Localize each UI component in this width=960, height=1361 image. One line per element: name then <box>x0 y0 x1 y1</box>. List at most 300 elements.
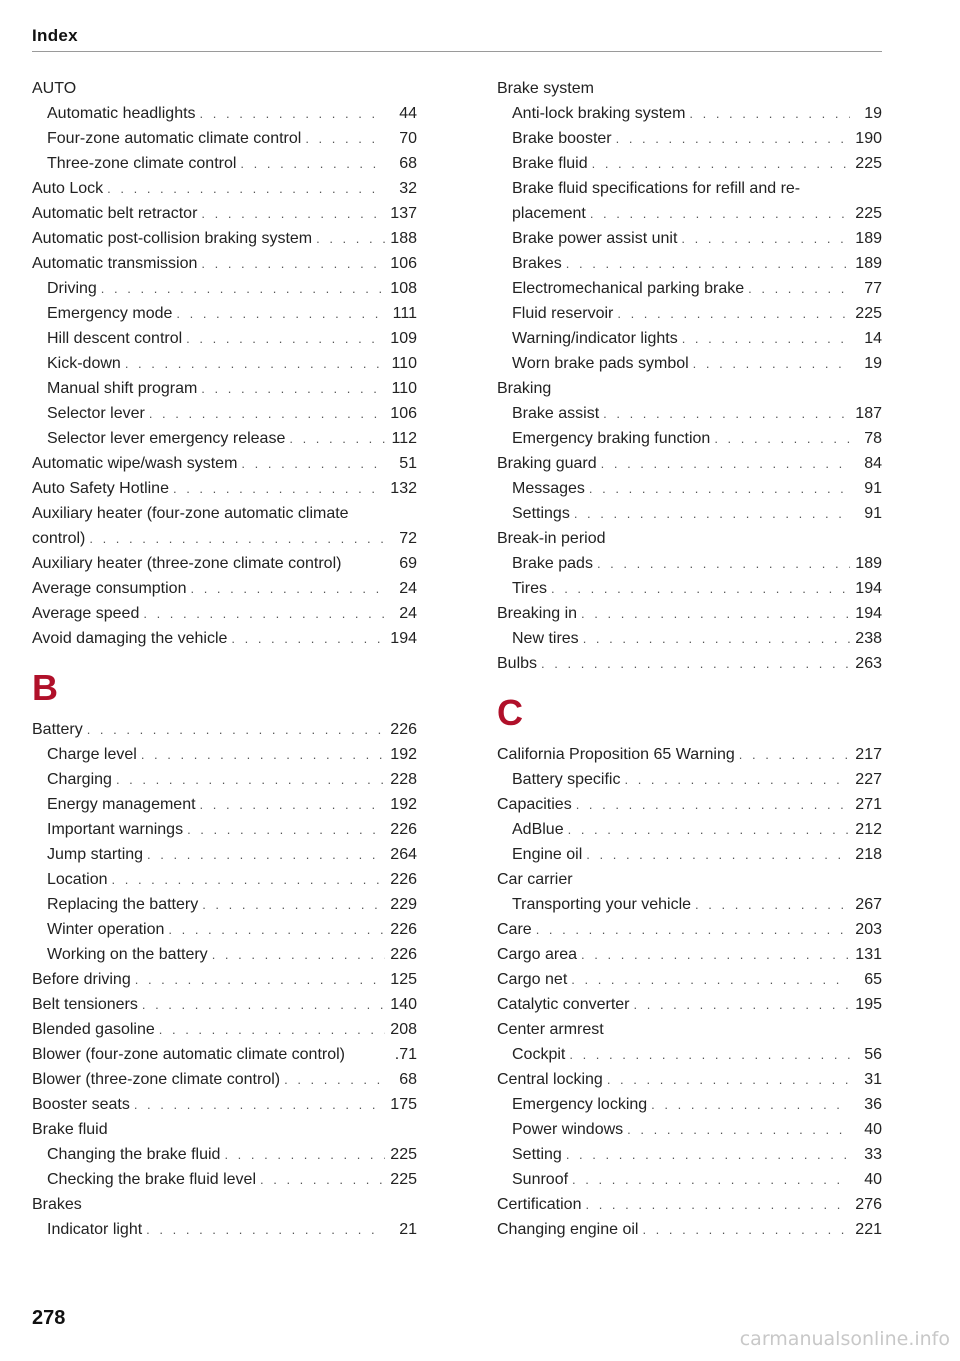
dot-leader <box>624 767 850 792</box>
entry-label: Certification <box>497 1196 582 1213</box>
index-entry <box>32 251 417 276</box>
index-header-title: Index <box>32 26 78 45</box>
index-subentry <box>497 892 882 917</box>
entry-label: Breaking in <box>497 605 578 622</box>
entry-label: Break-in period <box>497 530 606 547</box>
page-number: 278 <box>32 1307 66 1329</box>
index-subentry <box>497 576 882 601</box>
entry-label: Four-zone automatic climate control <box>47 130 302 147</box>
index-subentry <box>32 1217 417 1242</box>
page-reference: 91 <box>864 505 882 522</box>
dot-leader <box>651 1092 850 1117</box>
index-subentry <box>32 126 417 151</box>
dot-leader <box>125 351 385 376</box>
entry-label: Charge level <box>47 746 137 763</box>
page-reference: 267 <box>855 896 882 913</box>
dot-leader <box>149 401 385 426</box>
page-reference: 228 <box>390 771 417 788</box>
entry-label: Checking the brake fluid level <box>47 1171 257 1188</box>
entry-label: Battery specific <box>512 771 621 788</box>
index-subentry <box>32 426 417 451</box>
dot-leader <box>695 892 850 917</box>
index-subentry <box>497 251 882 276</box>
entry-label: Warning/indicator lights <box>512 330 678 347</box>
dot-leader <box>101 276 385 301</box>
entry-label: Jump starting <box>47 846 144 863</box>
page-reference: 226 <box>390 921 417 938</box>
page-reference: 208 <box>390 1021 417 1038</box>
page-reference: 227 <box>855 771 882 788</box>
entry-label: Cockpit <box>512 1046 566 1063</box>
entry-label: Before driving <box>32 971 131 988</box>
page-reference: 225 <box>390 1146 417 1163</box>
dot-leader <box>689 101 850 126</box>
header-divider <box>32 51 882 52</box>
page-reference: 175 <box>390 1096 417 1113</box>
index-subentry <box>32 792 417 817</box>
index-entry <box>32 76 417 101</box>
dot-leader <box>143 601 385 626</box>
index-entry <box>497 992 882 1017</box>
page-reference: 108 <box>390 280 417 297</box>
index-entry <box>32 201 417 226</box>
index-column-right <box>497 76 882 1242</box>
entry-label: Messages <box>512 480 585 497</box>
dot-leader <box>112 867 386 892</box>
dot-leader <box>134 1092 385 1117</box>
index-entry <box>32 1117 417 1142</box>
index-subentry <box>497 551 882 576</box>
page-reference: 225 <box>855 305 882 322</box>
entry-label: Central locking <box>497 1071 603 1088</box>
index-subentry <box>497 1167 882 1192</box>
dot-leader <box>590 201 850 226</box>
index-subentry <box>32 767 417 792</box>
index-entry <box>497 1217 882 1242</box>
index-subentry <box>32 817 417 842</box>
dot-leader <box>681 226 850 251</box>
index-subentry <box>32 1167 417 1192</box>
page-reference: 51 <box>399 455 417 472</box>
page-reference: 192 <box>390 796 417 813</box>
entry-label: Battery <box>32 721 83 738</box>
index-entry <box>32 176 417 201</box>
index-column-left <box>32 76 417 1242</box>
dot-leader <box>682 326 850 351</box>
page-reference: 225 <box>855 205 882 222</box>
entry-label: Brake fluid specifications for refill and re- <box>512 180 801 197</box>
entry-label: Driving <box>47 280 97 297</box>
entry-label: Capacities <box>497 796 572 813</box>
entry-label: Auxiliary heater (four-zone automatic climate <box>32 505 349 522</box>
page-reference: 56 <box>864 1046 882 1063</box>
index-subentry <box>497 201 882 226</box>
page-reference: 111 <box>392 305 417 322</box>
entry-label: Average consumption <box>32 580 187 597</box>
page-reference: 110 <box>391 380 417 397</box>
index-subentry <box>497 426 882 451</box>
dot-leader <box>597 551 850 576</box>
entry-label: Bulbs <box>497 655 538 672</box>
index-subentry <box>32 942 417 967</box>
dot-leader <box>190 576 385 601</box>
page-reference: 194 <box>390 630 417 647</box>
page-reference: 226 <box>390 871 417 888</box>
entry-label: Brake pads <box>512 555 593 572</box>
dot-leader <box>289 426 385 451</box>
index-entry <box>497 1067 882 1092</box>
page-reference: 40 <box>864 1121 882 1138</box>
index-subentry <box>497 1092 882 1117</box>
dot-leader <box>159 1017 385 1042</box>
entry-label: Anti-lock braking system <box>512 105 686 122</box>
index-subentry <box>32 101 417 126</box>
index-entry <box>32 1092 417 1117</box>
page-reference: 188 <box>390 230 417 247</box>
dot-leader <box>566 251 850 276</box>
page-reference: 137 <box>390 205 417 222</box>
page-reference: .71 <box>394 1046 417 1063</box>
entry-label: Electromechanical parking brake <box>512 280 745 297</box>
page-reference: 221 <box>855 1221 882 1238</box>
dot-leader <box>634 992 851 1017</box>
entry-label: Selector lever emergency release <box>47 430 286 447</box>
page-reference: 36 <box>864 1096 882 1113</box>
page-reference: 14 <box>864 330 882 347</box>
entry-label: Automatic transmission <box>32 255 198 272</box>
entry-label: Automatic post-collision braking system <box>32 230 313 247</box>
dot-leader <box>202 892 385 917</box>
page-reference: 19 <box>864 355 882 372</box>
index-subentry <box>32 351 417 376</box>
entry-label: Location <box>47 871 108 888</box>
entry-label: Transporting your vehicle <box>512 896 692 913</box>
page-reference: 31 <box>864 1071 882 1088</box>
entry-label: Auxiliary heater (three-zone climate control) <box>32 555 342 572</box>
entry-label: Worn brake pads symbol <box>512 355 689 372</box>
page-reference: 69 <box>399 555 417 572</box>
dot-leader <box>585 1192 850 1217</box>
index-entry <box>32 451 417 476</box>
index-entry <box>32 226 417 251</box>
index-entry <box>497 1017 882 1042</box>
dot-leader <box>586 842 850 867</box>
page-reference: 189 <box>855 555 882 572</box>
index-subentry <box>32 917 417 942</box>
entry-label: Brakes <box>512 255 562 272</box>
index-subentry <box>32 276 417 301</box>
index-entry <box>497 526 882 551</box>
entry-label: Power windows <box>512 1121 624 1138</box>
page-reference: 109 <box>390 330 417 347</box>
index-subentry <box>497 301 882 326</box>
index-subentry <box>32 1142 417 1167</box>
entry-label: Emergency mode <box>47 305 173 322</box>
index-subentry <box>32 892 417 917</box>
page-reference: 194 <box>855 580 882 597</box>
entry-label: Manual shift program <box>47 380 198 397</box>
dot-leader <box>581 942 850 967</box>
page-reference: 24 <box>399 580 417 597</box>
dot-leader <box>241 451 385 476</box>
dot-leader <box>142 992 385 1017</box>
dot-leader <box>260 1167 385 1192</box>
index-subentry <box>497 401 882 426</box>
dot-leader <box>642 1217 850 1242</box>
entry-label: Changing engine oil <box>497 1221 639 1238</box>
index-entry <box>497 1192 882 1217</box>
page-reference: 44 <box>399 105 417 122</box>
entry-label: Automatic belt retractor <box>32 205 198 222</box>
index-subentry <box>497 151 882 176</box>
dot-leader <box>576 792 850 817</box>
index-entry <box>32 551 417 576</box>
index-subentry <box>497 1117 882 1142</box>
dot-leader <box>571 967 850 992</box>
dot-leader <box>89 526 385 551</box>
entry-label: Booster seats <box>32 1096 130 1113</box>
index-entry <box>32 576 417 601</box>
dot-leader <box>201 251 385 276</box>
entry-label: placement <box>512 205 586 222</box>
entry-label: Center armrest <box>497 1021 604 1038</box>
entry-label: California Proposition 65 Warning <box>497 746 735 763</box>
entry-label: Auto Lock <box>32 180 104 197</box>
index-subentry <box>32 151 417 176</box>
dot-leader <box>146 1217 385 1242</box>
dot-leader <box>572 1167 850 1192</box>
page-reference: 225 <box>855 155 882 172</box>
entry-label: Braking guard <box>497 455 597 472</box>
index-subentry <box>497 1042 882 1067</box>
index-subentry <box>32 867 417 892</box>
dot-leader <box>583 626 850 651</box>
index-subentry <box>497 276 882 301</box>
index-subentry <box>497 226 882 251</box>
entry-label: Indicator light <box>47 1221 143 1238</box>
index-subentry <box>32 326 417 351</box>
entry-label: Emergency locking <box>512 1096 648 1113</box>
dot-leader <box>568 817 850 842</box>
index-subentry <box>497 101 882 126</box>
index-entry <box>32 1017 417 1042</box>
index-entry <box>32 626 417 651</box>
index-subentry <box>32 842 417 867</box>
index-subentry <box>497 501 882 526</box>
page-reference: 225 <box>390 1171 417 1188</box>
dot-leader <box>116 767 385 792</box>
dot-leader <box>748 276 850 301</box>
page-reference: 271 <box>855 796 882 813</box>
entry-label: Hill descent control <box>47 330 183 347</box>
page-reference: 276 <box>855 1196 882 1213</box>
page-reference: 68 <box>399 1071 417 1088</box>
entry-label: Tires <box>512 580 547 597</box>
page-reference: 194 <box>855 605 882 622</box>
page-reference: 189 <box>855 255 882 272</box>
index-entry <box>32 501 417 526</box>
page-reference: 40 <box>864 1171 882 1188</box>
page-reference: 217 <box>855 746 882 763</box>
entry-label: Blended gasoline <box>32 1021 155 1038</box>
entry-label: Emergency braking function <box>512 430 711 447</box>
page-reference: 140 <box>390 996 417 1013</box>
index-entry <box>32 717 417 742</box>
page-reference: 238 <box>855 630 882 647</box>
entry-label: Avoid damaging the vehicle <box>32 630 228 647</box>
dot-leader <box>569 1042 850 1067</box>
index-entry <box>497 451 882 476</box>
page-reference: 203 <box>855 921 882 938</box>
page-reference: 212 <box>855 821 882 838</box>
entry-label: Brake power assist unit <box>512 230 678 247</box>
page-reference: 24 <box>399 605 417 622</box>
entry-label: Brake booster <box>512 130 612 147</box>
entry-label: Fluid reservoir <box>512 305 614 322</box>
dot-leader <box>201 376 385 401</box>
entry-label: Kick-down <box>47 355 121 372</box>
page-reference: 106 <box>390 255 417 272</box>
index-entry <box>497 917 882 942</box>
dot-leader <box>173 476 385 501</box>
section-letter: B <box>32 667 58 708</box>
page-reference: 91 <box>864 480 882 497</box>
page-reference: 226 <box>390 821 417 838</box>
entry-label: Three-zone climate control <box>47 155 237 172</box>
index-entry <box>32 601 417 626</box>
dot-leader <box>231 626 385 651</box>
entry-label: Sunroof <box>512 1171 569 1188</box>
page-reference: 195 <box>855 996 882 1013</box>
entry-label: Energy management <box>47 796 196 813</box>
page-reference: 84 <box>864 455 882 472</box>
page-reference: 192 <box>390 746 417 763</box>
dot-leader <box>107 176 385 201</box>
entry-label: Car carrier <box>497 871 573 888</box>
index-entry <box>32 476 417 501</box>
dot-leader <box>616 126 850 151</box>
index-subentry <box>497 626 882 651</box>
dot-leader <box>592 151 850 176</box>
entry-label: Important warnings <box>47 821 184 838</box>
entry-label: Changing the brake fluid <box>47 1146 221 1163</box>
page-reference: 110 <box>391 355 417 372</box>
dot-leader <box>581 601 850 626</box>
dot-leader <box>574 501 850 526</box>
index-entry <box>32 1042 417 1067</box>
entry-label: Brake system <box>497 80 594 97</box>
index-subentry <box>32 301 417 326</box>
dot-leader <box>305 126 385 151</box>
dot-leader <box>693 351 850 376</box>
page-reference: 32 <box>399 180 417 197</box>
dot-leader <box>284 1067 385 1092</box>
entry-label: Charging <box>47 771 112 788</box>
index-entry <box>32 1067 417 1092</box>
dot-leader <box>200 792 385 817</box>
index-entry <box>32 967 417 992</box>
page-reference: 21 <box>399 1221 417 1238</box>
index-entry <box>497 967 882 992</box>
section-letter: C <box>497 692 523 733</box>
dot-leader <box>176 301 385 326</box>
dot-leader <box>601 451 850 476</box>
page-reference: 226 <box>390 946 417 963</box>
dot-leader <box>87 717 385 742</box>
dot-leader <box>200 101 385 126</box>
page-reference: 70 <box>399 130 417 147</box>
entry-label: AUTO <box>32 80 77 97</box>
entry-label: Blower (four-zone automatic climate control) <box>32 1046 346 1063</box>
index-entry <box>497 867 882 892</box>
index-subentry <box>497 326 882 351</box>
dot-leader <box>212 942 385 967</box>
dot-leader <box>589 476 850 501</box>
index-subentry <box>32 742 417 767</box>
page-reference: 77 <box>864 280 882 297</box>
entry-label: Winter operation <box>47 921 165 938</box>
page-reference: 65 <box>864 971 882 988</box>
page-reference: 33 <box>864 1146 882 1163</box>
entry-label: Automatic headlights <box>47 105 196 122</box>
entry-label: Cargo area <box>497 946 578 963</box>
entry-label: Cargo net <box>497 971 568 988</box>
page-reference: 19 <box>864 105 882 122</box>
dot-leader <box>186 326 385 351</box>
index-subentry <box>497 817 882 842</box>
index-subentry <box>32 376 417 401</box>
dot-leader <box>627 1117 850 1142</box>
page-reference: 264 <box>390 846 417 863</box>
dot-leader <box>240 151 385 176</box>
entry-label: Selector lever <box>47 405 145 422</box>
index-entry <box>497 742 882 767</box>
page-reference: 78 <box>864 430 882 447</box>
entry-label: AdBlue <box>512 821 564 838</box>
dot-leader <box>617 301 850 326</box>
entry-label: Care <box>497 921 532 938</box>
entry-label: control) <box>32 530 86 547</box>
page-reference: 72 <box>399 530 417 547</box>
entry-label: Brake fluid <box>32 1121 108 1138</box>
page-reference: 190 <box>855 130 882 147</box>
entry-label: Auto Safety Hotline <box>32 480 169 497</box>
page-reference: 263 <box>855 655 882 672</box>
dot-leader <box>224 1142 385 1167</box>
index-subentry <box>497 476 882 501</box>
page-reference: 189 <box>855 230 882 247</box>
page-reference: 131 <box>855 946 882 963</box>
entry-label: Brake fluid <box>512 155 588 172</box>
index-entry <box>497 792 882 817</box>
index-subentry <box>497 767 882 792</box>
dot-leader <box>714 426 850 451</box>
entry-label: Automatic wipe/wash system <box>32 455 238 472</box>
entry-label: Belt tensioners <box>32 996 138 1013</box>
dot-leader <box>316 226 385 251</box>
index-entry <box>32 526 417 551</box>
dot-leader <box>603 401 850 426</box>
entry-label: Engine oil <box>512 846 583 863</box>
dot-leader <box>135 967 385 992</box>
dot-leader <box>187 817 385 842</box>
dot-leader <box>201 201 385 226</box>
index-subentry <box>497 176 882 201</box>
entry-label: Brakes <box>32 1196 82 1213</box>
index-entry <box>497 942 882 967</box>
page-reference: 68 <box>399 155 417 172</box>
dot-leader <box>739 742 850 767</box>
